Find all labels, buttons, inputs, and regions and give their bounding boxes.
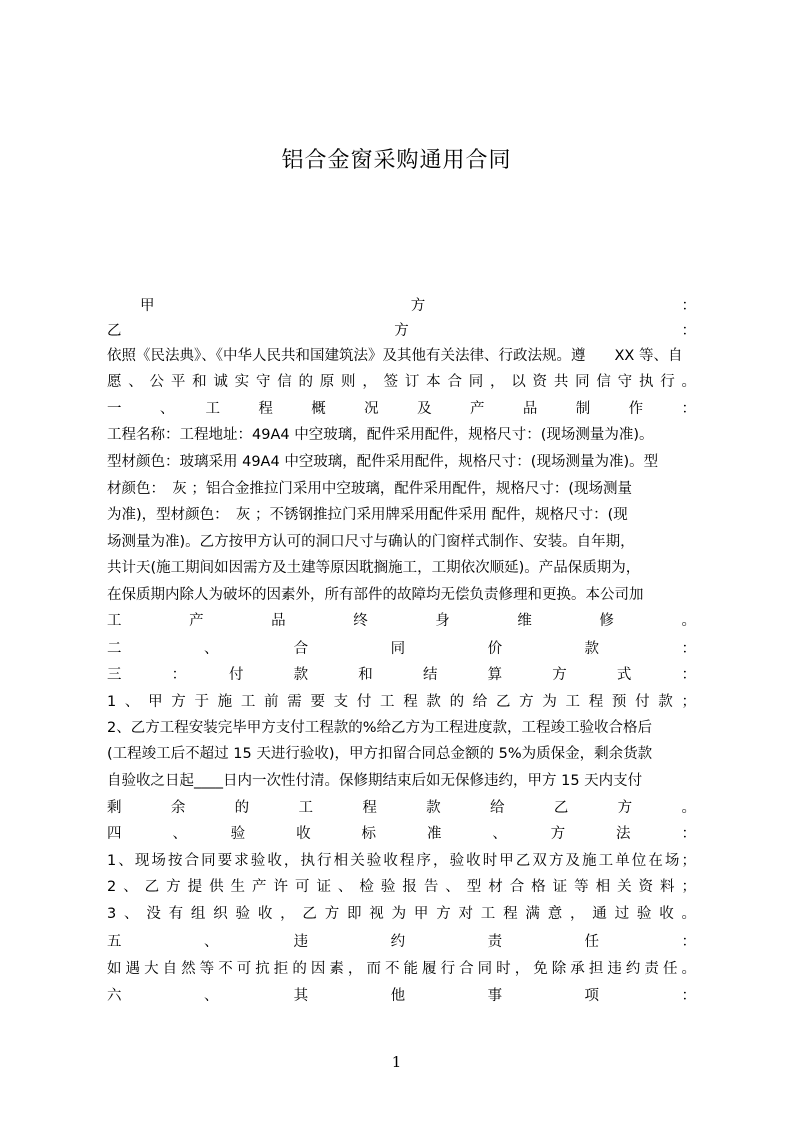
- body-line: 3、没有组织验收，乙方即视为甲方对工程满意，通过验收。: [107, 906, 696, 922]
- body-line: 甲 方 ：: [140, 298, 696, 314]
- body-line: (工程竣工后不超过 15 天进行验收)，甲方扣留合同总金额的 5%为质保金，剩余货款: [107, 746, 653, 762]
- body-line: 如遇大自然等不可抗拒的因素，而不能履行合同时，免除承担违约责任。: [107, 961, 696, 977]
- body-line: 自验收之日起____日内一次性付清。保修期结束后如无保修违约，甲方 15 天内支付: [107, 773, 643, 789]
- body-line: 为准)，型材颜色： 灰 ；不锈钢推拉门采用牌采用配件采用 配件，规格尺寸：(现: [107, 507, 628, 523]
- body-line: 材颜色： 灰 ；铝合金推拉门采用中空玻璃，配件采用配件，规格尺寸：(现场测量: [107, 481, 633, 497]
- body-line: 剩 余 的 工 程 款 给 乙 方 。: [107, 800, 696, 816]
- body-line: 共计天(施工期间如因需方及土建等原因耽搁施工，工期依次顺延)。产品保质期为，: [107, 560, 641, 576]
- body-line: 场测量为准)。乙方按甲方认可的洞口尺寸与确认的门窗样式制作、安装。自年期，: [107, 534, 635, 550]
- body-line: 四 、 验 收 标 准 、 方 法 ：: [107, 826, 696, 842]
- body-line: 在保质期内除人为破坏的因素外，所有部件的故障均无偿负责修理和更换。本公司加: [107, 587, 644, 603]
- body-line: 三 ： 付 款 和 结 算 方 式 ：: [107, 667, 696, 683]
- page-number: 1: [391, 1053, 402, 1071]
- body-line: 五 、 违 约 责 任 ：: [107, 934, 696, 950]
- body-line: 工 产 品 终 身 维 修 。: [107, 613, 696, 629]
- body-line: 2、乙方提供生产许可证、检验报告、型材合格证等相关资料；: [107, 879, 696, 895]
- body-line: 愿、公平和诚实守信的原则，签订本合同，以资共同信守执行。: [107, 374, 696, 390]
- body-line: 1、甲方于施工前需要支付工程款的给乙方为工程预付款；: [107, 694, 696, 710]
- body-line: 工程名称：工程地址：49A4 中空玻璃，配件采用配件，规格尺寸：(现场测量为准)。: [107, 427, 654, 443]
- body-line: 六 、 其 他 事 项 ：: [107, 988, 696, 1004]
- body-line: 型材颜色：玻璃采用 49A4 中空玻璃，配件采用配件，规格尺寸：(现场测量为准)。型: [107, 454, 659, 470]
- body-line: 2、乙方工程安装完毕甲方支付工程款的%给乙方为工程进度款，工程竣工验收合格后: [107, 720, 652, 736]
- document-title: 铝合金窗采购通用合同: [281, 148, 512, 173]
- body-line: 依照《民法典》、《中华人民共和国建筑法》及其他有关法律、行政法规。遵 XX 等、自: [107, 348, 683, 364]
- body-line: 一 、 工 程 概 况 及 产 品 制 作 ：: [107, 401, 696, 417]
- body-line: 1、现场按合同要求验收，执行相关验收程序，验收时甲乙双方及施工单位在场；: [107, 853, 696, 869]
- body-line: 乙 方 ：: [107, 323, 696, 339]
- body-line: 二 、 合 同 价 款 ：: [107, 641, 696, 657]
